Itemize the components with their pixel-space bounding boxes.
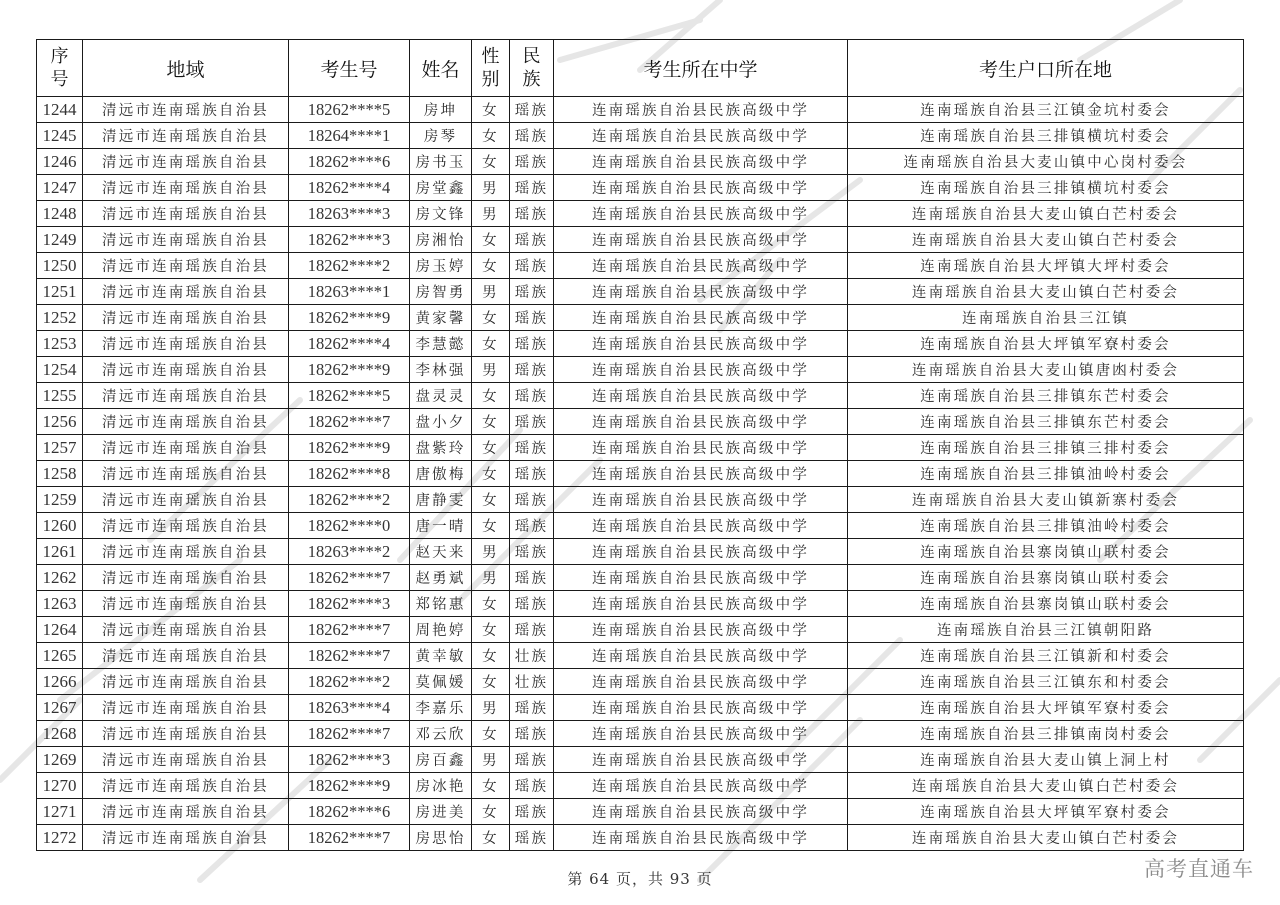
table-row [37, 643, 1244, 669]
cell-hukou: 连南瑶族自治县三排镇南岗村委会 [848, 721, 1244, 747]
cell-exam-no: 18262****6 [289, 799, 410, 825]
table-row [37, 825, 1244, 851]
cell-exam-no: 18262****9 [289, 305, 410, 331]
cell-name: 李林强 [410, 357, 472, 383]
table-row [37, 175, 1244, 201]
header-gender: 性别 [472, 40, 510, 97]
cell-exam-no: 18262****5 [289, 383, 410, 409]
cell-gender: 女 [472, 305, 510, 331]
cell-exam-no: 18263****3 [289, 201, 410, 227]
cell-name: 房冰艳 [410, 773, 472, 799]
table-row [37, 617, 1244, 643]
cell-school: 连南瑶族自治县民族高级中学 [554, 617, 848, 643]
cell-ethnicity: 瑶族 [510, 357, 554, 383]
cell-name: 房百鑫 [410, 747, 472, 773]
cell-gender: 男 [472, 565, 510, 591]
cell-gender: 男 [472, 357, 510, 383]
table-row [37, 487, 1244, 513]
cell-seq: 1263 [37, 591, 83, 617]
cell-hukou: 连南瑶族自治县寨岗镇山联村委会 [848, 591, 1244, 617]
cell-hukou: 连南瑶族自治县三江镇 [848, 305, 1244, 331]
cell-exam-no: 18262****7 [289, 565, 410, 591]
cell-ethnicity: 瑶族 [510, 279, 554, 305]
cell-region: 清远市连南瑶族自治县 [83, 643, 289, 669]
cell-name: 黄幸敏 [410, 643, 472, 669]
table-row [37, 331, 1244, 357]
cell-hukou: 连南瑶族自治县大麦山镇白芒村委会 [848, 227, 1244, 253]
cell-region: 清远市连南瑶族自治县 [83, 539, 289, 565]
cell-exam-no: 18262****3 [289, 227, 410, 253]
cell-exam-no: 18262****7 [289, 643, 410, 669]
cell-region: 清远市连南瑶族自治县 [83, 227, 289, 253]
header-hukou: 考生户口所在地 [848, 40, 1244, 97]
cell-seq: 1245 [37, 123, 83, 149]
cell-school: 连南瑶族自治县民族高级中学 [554, 357, 848, 383]
cell-school: 连南瑶族自治县民族高级中学 [554, 279, 848, 305]
cell-gender: 女 [472, 591, 510, 617]
table-row [37, 747, 1244, 773]
cell-exam-no: 18262****6 [289, 149, 410, 175]
cell-gender: 女 [472, 435, 510, 461]
cell-seq: 1256 [37, 409, 83, 435]
table-row [37, 305, 1244, 331]
cell-region: 清远市连南瑶族自治县 [83, 357, 289, 383]
cell-exam-no: 18262****3 [289, 747, 410, 773]
cell-hukou: 连南瑶族自治县三排镇东芒村委会 [848, 409, 1244, 435]
cell-region: 清远市连南瑶族自治县 [83, 487, 289, 513]
table-row [37, 513, 1244, 539]
cell-hukou: 连南瑶族自治县寨岗镇山联村委会 [848, 565, 1244, 591]
cell-exam-no: 18262****3 [289, 591, 410, 617]
cell-region: 清远市连南瑶族自治县 [83, 461, 289, 487]
table-row [37, 357, 1244, 383]
cell-hukou: 连南瑶族自治县寨岗镇山联村委会 [848, 539, 1244, 565]
cell-name: 房智勇 [410, 279, 472, 305]
cell-school: 连南瑶族自治县民族高级中学 [554, 123, 848, 149]
cell-gender: 女 [472, 773, 510, 799]
cell-exam-no: 18262****7 [289, 825, 410, 851]
cell-name: 李慧懿 [410, 331, 472, 357]
cell-gender: 女 [472, 227, 510, 253]
cell-hukou: 连南瑶族自治县大麦山镇中心岗村委会 [848, 149, 1244, 175]
cell-name: 房湘怡 [410, 227, 472, 253]
cell-school: 连南瑶族自治县民族高级中学 [554, 253, 848, 279]
cell-seq: 1244 [37, 97, 83, 123]
header-school: 考生所在中学 [554, 40, 848, 97]
cell-name: 房琴 [410, 123, 472, 149]
table-row [37, 279, 1244, 305]
cell-exam-no: 18262****9 [289, 435, 410, 461]
cell-gender: 女 [472, 97, 510, 123]
cell-school: 连南瑶族自治县民族高级中学 [554, 149, 848, 175]
cell-hukou: 连南瑶族自治县大麦山镇白芒村委会 [848, 201, 1244, 227]
cell-exam-no: 18262****7 [289, 721, 410, 747]
cell-region: 清远市连南瑶族自治县 [83, 591, 289, 617]
cell-ethnicity: 瑶族 [510, 383, 554, 409]
cell-seq: 1268 [37, 721, 83, 747]
table-row [37, 201, 1244, 227]
cell-gender: 女 [472, 825, 510, 851]
cell-ethnicity: 瑶族 [510, 123, 554, 149]
table-row [37, 773, 1244, 799]
cell-name: 黄家馨 [410, 305, 472, 331]
cell-seq: 1249 [37, 227, 83, 253]
cell-exam-no: 18262****9 [289, 357, 410, 383]
cell-name: 唐傲梅 [410, 461, 472, 487]
cell-region: 清远市连南瑶族自治县 [83, 253, 289, 279]
table-row [37, 669, 1244, 695]
cell-hukou: 连南瑶族自治县三排镇油岭村委会 [848, 513, 1244, 539]
cell-name: 盘灵灵 [410, 383, 472, 409]
cell-school: 连南瑶族自治县民族高级中学 [554, 383, 848, 409]
header-region: 地域 [83, 40, 289, 97]
header-seq: 序号 [37, 40, 83, 97]
cell-school: 连南瑶族自治县民族高级中学 [554, 565, 848, 591]
table-row [37, 539, 1244, 565]
cell-exam-no: 18262****4 [289, 175, 410, 201]
cell-seq: 1253 [37, 331, 83, 357]
cell-exam-no: 18262****4 [289, 331, 410, 357]
table-row [37, 461, 1244, 487]
table-row [37, 721, 1244, 747]
cell-exam-no: 18262****2 [289, 669, 410, 695]
cell-gender: 女 [472, 513, 510, 539]
cell-hukou: 连南瑶族自治县三江镇朝阳路 [848, 617, 1244, 643]
cell-region: 清远市连南瑶族自治县 [83, 409, 289, 435]
cell-region: 清远市连南瑶族自治县 [83, 279, 289, 305]
cell-seq: 1264 [37, 617, 83, 643]
cell-school: 连南瑶族自治县民族高级中学 [554, 435, 848, 461]
cell-region: 清远市连南瑶族自治县 [83, 799, 289, 825]
cell-region: 清远市连南瑶族自治县 [83, 201, 289, 227]
cell-name: 唐静雯 [410, 487, 472, 513]
cell-hukou: 连南瑶族自治县大坪镇军寮村委会 [848, 695, 1244, 721]
cell-ethnicity: 瑶族 [510, 799, 554, 825]
cell-hukou: 连南瑶族自治县大麦山镇上洞上村 [848, 747, 1244, 773]
cell-seq: 1250 [37, 253, 83, 279]
cell-gender: 女 [472, 149, 510, 175]
cell-ethnicity: 瑶族 [510, 591, 554, 617]
cell-ethnicity: 瑶族 [510, 149, 554, 175]
cell-school: 连南瑶族自治县民族高级中学 [554, 175, 848, 201]
cell-school: 连南瑶族自治县民族高级中学 [554, 721, 848, 747]
cell-name: 莫佩媛 [410, 669, 472, 695]
cell-exam-no: 18262****8 [289, 461, 410, 487]
cell-name: 房思怡 [410, 825, 472, 851]
cell-gender: 女 [472, 123, 510, 149]
cell-school: 连南瑶族自治县民族高级中学 [554, 695, 848, 721]
cell-seq: 1246 [37, 149, 83, 175]
cell-school: 连南瑶族自治县民族高级中学 [554, 461, 848, 487]
cell-school: 连南瑶族自治县民族高级中学 [554, 643, 848, 669]
cell-seq: 1251 [37, 279, 83, 305]
cell-ethnicity: 瑶族 [510, 721, 554, 747]
cell-gender: 女 [472, 461, 510, 487]
cell-region: 清远市连南瑶族自治县 [83, 175, 289, 201]
cell-name: 房文锋 [410, 201, 472, 227]
cell-exam-no: 18262****7 [289, 409, 410, 435]
cell-seq: 1265 [37, 643, 83, 669]
table-row [37, 435, 1244, 461]
cell-exam-no: 18262****0 [289, 513, 410, 539]
cell-region: 清远市连南瑶族自治县 [83, 123, 289, 149]
cell-exam-no: 18262****5 [289, 97, 410, 123]
cell-ethnicity: 瑶族 [510, 461, 554, 487]
cell-exam-no: 18262****9 [289, 773, 410, 799]
cell-gender: 男 [472, 747, 510, 773]
cell-school: 连南瑶族自治县民族高级中学 [554, 591, 848, 617]
table-row [37, 591, 1244, 617]
cell-gender: 女 [472, 409, 510, 435]
cell-ethnicity: 瑶族 [510, 747, 554, 773]
cell-hukou: 连南瑶族自治县三排镇三排村委会 [848, 435, 1244, 461]
cell-name: 房进美 [410, 799, 472, 825]
cell-seq: 1272 [37, 825, 83, 851]
cell-exam-no: 18263****2 [289, 539, 410, 565]
cell-school: 连南瑶族自治县民族高级中学 [554, 201, 848, 227]
cell-name: 郑铭惠 [410, 591, 472, 617]
cell-hukou: 连南瑶族自治县三排镇横坑村委会 [848, 175, 1244, 201]
header-exam-no: 考生号 [289, 40, 410, 97]
cell-gender: 男 [472, 279, 510, 305]
page-number: 第 64 页，共 93 页 [567, 870, 713, 888]
cell-name: 唐一晴 [410, 513, 472, 539]
cell-gender: 女 [472, 643, 510, 669]
cell-region: 清远市连南瑶族自治县 [83, 747, 289, 773]
table-row [37, 565, 1244, 591]
cell-ethnicity: 瑶族 [510, 253, 554, 279]
cell-ethnicity: 瑶族 [510, 227, 554, 253]
table-row [37, 695, 1244, 721]
cell-ethnicity: 瑶族 [510, 565, 554, 591]
cell-seq: 1259 [37, 487, 83, 513]
table-row [37, 409, 1244, 435]
cell-region: 清远市连南瑶族自治县 [83, 565, 289, 591]
cell-hukou: 连南瑶族自治县大坪镇军寮村委会 [848, 799, 1244, 825]
cell-name: 盘小夕 [410, 409, 472, 435]
cell-ethnicity: 瑶族 [510, 331, 554, 357]
cell-gender: 女 [472, 721, 510, 747]
table-row [37, 123, 1244, 149]
cell-exam-no: 18262****7 [289, 617, 410, 643]
cell-ethnicity: 壮族 [510, 669, 554, 695]
cell-ethnicity: 瑶族 [510, 487, 554, 513]
cell-seq: 1270 [37, 773, 83, 799]
cell-region: 清远市连南瑶族自治县 [83, 149, 289, 175]
cell-exam-no: 18262****2 [289, 487, 410, 513]
cell-school: 连南瑶族自治县民族高级中学 [554, 227, 848, 253]
cell-ethnicity: 瑶族 [510, 513, 554, 539]
cell-gender: 女 [472, 617, 510, 643]
cell-gender: 男 [472, 201, 510, 227]
cell-seq: 1252 [37, 305, 83, 331]
cell-gender: 女 [472, 487, 510, 513]
cell-hukou: 连南瑶族自治县大麦山镇白芒村委会 [848, 825, 1244, 851]
cell-ethnicity: 瑶族 [510, 97, 554, 123]
cell-seq: 1258 [37, 461, 83, 487]
cell-region: 清远市连南瑶族自治县 [83, 825, 289, 851]
cell-hukou: 连南瑶族自治县三排镇横坑村委会 [848, 123, 1244, 149]
cell-school: 连南瑶族自治县民族高级中学 [554, 747, 848, 773]
cell-seq: 1271 [37, 799, 83, 825]
table-row [37, 97, 1244, 123]
cell-ethnicity: 瑶族 [510, 617, 554, 643]
cell-gender: 女 [472, 799, 510, 825]
cell-gender: 女 [472, 383, 510, 409]
cell-region: 清远市连南瑶族自治县 [83, 695, 289, 721]
table-row [37, 383, 1244, 409]
cell-school: 连南瑶族自治县民族高级中学 [554, 773, 848, 799]
cell-name: 周艳婷 [410, 617, 472, 643]
cell-exam-no: 18263****4 [289, 695, 410, 721]
cell-name: 赵天来 [410, 539, 472, 565]
cell-region: 清远市连南瑶族自治县 [83, 721, 289, 747]
cell-school: 连南瑶族自治县民族高级中学 [554, 487, 848, 513]
cell-seq: 1254 [37, 357, 83, 383]
cell-ethnicity: 瑶族 [510, 539, 554, 565]
cell-seq: 1247 [37, 175, 83, 201]
cell-seq: 1266 [37, 669, 83, 695]
cell-seq: 1255 [37, 383, 83, 409]
cell-ethnicity: 瑶族 [510, 695, 554, 721]
cell-seq: 1269 [37, 747, 83, 773]
table-row [37, 253, 1244, 279]
cell-gender: 女 [472, 331, 510, 357]
cell-seq: 1261 [37, 539, 83, 565]
cell-school: 连南瑶族自治县民族高级中学 [554, 799, 848, 825]
cell-hukou: 连南瑶族自治县三江镇新和村委会 [848, 643, 1244, 669]
cell-hukou: 连南瑶族自治县大麦山镇唐凼村委会 [848, 357, 1244, 383]
cell-gender: 女 [472, 253, 510, 279]
student-roster-table [36, 39, 1244, 851]
table-body [37, 97, 1244, 851]
cell-name: 李嘉乐 [410, 695, 472, 721]
cell-hukou: 连南瑶族自治县大坪镇军寮村委会 [848, 331, 1244, 357]
brand-watermark: 高考直通车 [1144, 857, 1254, 881]
cell-exam-no: 18262****2 [289, 253, 410, 279]
cell-exam-no: 18264****1 [289, 123, 410, 149]
cell-school: 连南瑶族自治县民族高级中学 [554, 305, 848, 331]
cell-gender: 男 [472, 175, 510, 201]
cell-seq: 1260 [37, 513, 83, 539]
cell-region: 清远市连南瑶族自治县 [83, 435, 289, 461]
cell-name: 房坤 [410, 97, 472, 123]
cell-name: 房堂鑫 [410, 175, 472, 201]
cell-gender: 女 [472, 669, 510, 695]
cell-region: 清远市连南瑶族自治县 [83, 773, 289, 799]
cell-school: 连南瑶族自治县民族高级中学 [554, 97, 848, 123]
cell-school: 连南瑶族自治县民族高级中学 [554, 331, 848, 357]
table-row [37, 227, 1244, 253]
cell-name: 赵勇斌 [410, 565, 472, 591]
cell-name: 盘紫玲 [410, 435, 472, 461]
cell-ethnicity: 瑶族 [510, 175, 554, 201]
cell-name: 邓云欣 [410, 721, 472, 747]
cell-ethnicity: 瑶族 [510, 773, 554, 799]
cell-hukou: 连南瑶族自治县三江镇金坑村委会 [848, 97, 1244, 123]
cell-region: 清远市连南瑶族自治县 [83, 331, 289, 357]
cell-hukou: 连南瑶族自治县大麦山镇白芒村委会 [848, 279, 1244, 305]
cell-school: 连南瑶族自治县民族高级中学 [554, 669, 848, 695]
cell-region: 清远市连南瑶族自治县 [83, 383, 289, 409]
cell-region: 清远市连南瑶族自治县 [83, 669, 289, 695]
cell-seq: 1257 [37, 435, 83, 461]
cell-school: 连南瑶族自治县民族高级中学 [554, 409, 848, 435]
cell-ethnicity: 瑶族 [510, 435, 554, 461]
cell-region: 清远市连南瑶族自治县 [83, 617, 289, 643]
table-row [37, 149, 1244, 175]
cell-school: 连南瑶族自治县民族高级中学 [554, 539, 848, 565]
cell-gender: 男 [472, 695, 510, 721]
table-row [37, 799, 1244, 825]
cell-ethnicity: 瑶族 [510, 305, 554, 331]
cell-seq: 1262 [37, 565, 83, 591]
header-ethnicity: 民族 [510, 40, 554, 97]
cell-hukou: 连南瑶族自治县三排镇油岭村委会 [848, 461, 1244, 487]
cell-region: 清远市连南瑶族自治县 [83, 513, 289, 539]
cell-name: 房书玉 [410, 149, 472, 175]
cell-school: 连南瑶族自治县民族高级中学 [554, 513, 848, 539]
cell-ethnicity: 壮族 [510, 643, 554, 669]
table-header-row [37, 40, 1244, 97]
cell-region: 清远市连南瑶族自治县 [83, 97, 289, 123]
cell-hukou: 连南瑶族自治县三江镇东和村委会 [848, 669, 1244, 695]
header-name: 姓名 [410, 40, 472, 97]
cell-ethnicity: 瑶族 [510, 409, 554, 435]
cell-hukou: 连南瑶族自治县大坪镇大坪村委会 [848, 253, 1244, 279]
cell-hukou: 连南瑶族自治县大麦山镇新寨村委会 [848, 487, 1244, 513]
cell-ethnicity: 瑶族 [510, 825, 554, 851]
cell-ethnicity: 瑶族 [510, 201, 554, 227]
cell-seq: 1248 [37, 201, 83, 227]
cell-name: 房玉婷 [410, 253, 472, 279]
cell-seq: 1267 [37, 695, 83, 721]
cell-exam-no: 18263****1 [289, 279, 410, 305]
cell-gender: 男 [472, 539, 510, 565]
cell-hukou: 连南瑶族自治县大麦山镇白芒村委会 [848, 773, 1244, 799]
cell-region: 清远市连南瑶族自治县 [83, 305, 289, 331]
cell-school: 连南瑶族自治县民族高级中学 [554, 825, 848, 851]
cell-hukou: 连南瑶族自治县三排镇东芒村委会 [848, 383, 1244, 409]
